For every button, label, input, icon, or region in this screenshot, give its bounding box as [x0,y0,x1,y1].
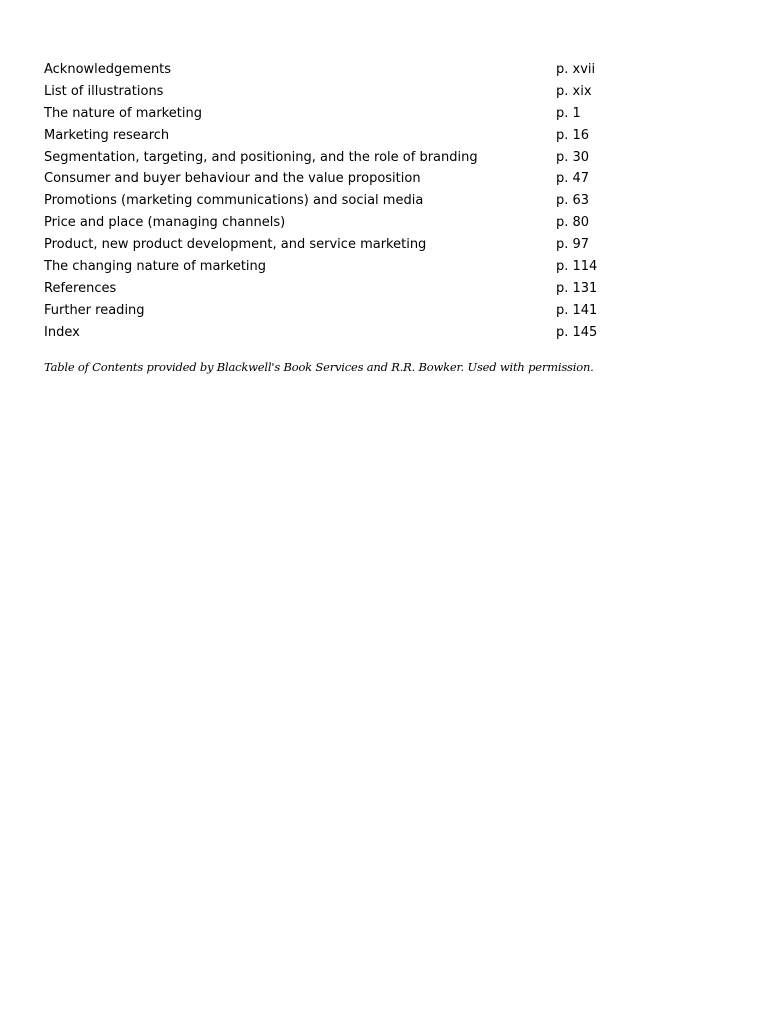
toc-entry-page: p. 63 [556,193,590,209]
toc-entry-page: p. 1 [556,105,581,121]
toc-entry-page: p. 141 [556,302,598,318]
toc-entry-page: p. xvii [556,62,596,77]
toc-entry-title: Acknowledgements [44,62,172,77]
toc-entry-acknowledgements [44,59,724,81]
toc-entry-page: p. xix [556,83,592,99]
toc-entry-further-reading [44,300,724,322]
toc-entry-page: p. 145 [556,324,598,340]
toc-entry-title: The changing nature of marketing [44,259,267,275]
toc-entry-nature-of-marketing [44,103,724,125]
toc-entry-page: p. 97 [556,237,590,253]
toc-entry-title: References [44,280,117,296]
toc-entry-title: Product, new product development, and service marketing [44,237,427,253]
toc-entry-page: p. 131 [556,280,598,296]
toc-entry-title: Marketing research [44,127,170,143]
toc-entry-title: List of illustrations [44,83,164,99]
toc-entry-title: Index [44,324,80,340]
toc-entry-segmentation [44,147,724,169]
toc-entry-page: p. 80 [556,215,590,231]
toc-entry-list-of-illustrations [44,81,724,103]
toc-entry-references [44,278,724,300]
toc-entry-title: The nature of marketing [44,105,202,121]
toc-entry-title: Consumer and buyer behaviour and the value proposition [44,171,421,187]
toc-entry-promotions [44,190,724,212]
toc-credit-note: Table of Contents provided by Blackwell's Book Services and R.R. Bowker. Used with permission. [44,360,594,374]
toc-entry-product-development [44,234,724,256]
toc-entry-title: Promotions (marketing communications) and social media [44,193,424,209]
toc-entry-page: p. 16 [556,127,590,143]
toc-entry-consumer-behaviour [44,168,724,190]
toc-entry-page: p. 30 [556,149,590,165]
toc-entry-page: p. 114 [556,259,598,275]
toc-entry-marketing-research [44,125,724,147]
toc-entry-index [44,322,724,344]
toc-entry-page: p. 47 [556,171,590,187]
toc-entry-title: Segmentation, targeting, and positioning, and the role of branding [44,149,478,165]
toc-entry-title: Price and place (managing channels) [44,215,286,231]
table-of-contents [44,59,724,344]
toc-entry-changing-nature [44,256,724,278]
toc-entry-title: Further reading [44,302,145,318]
toc-entry-price-and-place [44,212,724,234]
